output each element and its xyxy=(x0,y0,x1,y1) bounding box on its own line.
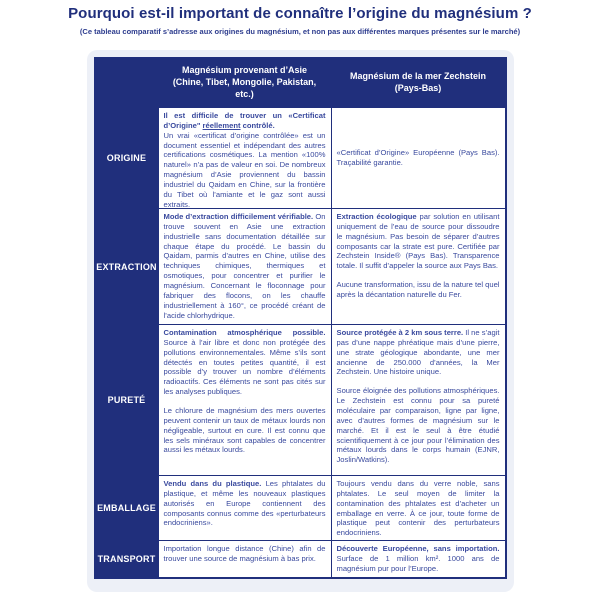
cell-paragraph xyxy=(164,406,326,455)
row-label-origine: ORIGINE xyxy=(96,108,158,208)
row-label-extraction: EXTRACTION xyxy=(96,209,158,324)
text-segment: Contamination atmosphérique possible. xyxy=(163,328,326,337)
text-segment: Source protégée à 2 km sous terre. xyxy=(336,328,464,337)
row-label-emballage: EMBALLAGE xyxy=(96,476,158,540)
cell-zechstein-origine xyxy=(332,108,505,208)
cell-zechstein-extraction xyxy=(332,209,505,324)
text-segment: Il ne s’agit pas d’une nappe phréatique mais d’une pierre, une strate géologique abondante, une mer ancienne de 250.000 d’années, la Mer Zechstein. Une histoire unique. xyxy=(336,328,500,377)
cell-paragraph xyxy=(337,544,500,574)
comparison-table xyxy=(94,57,507,579)
cell-paragraph xyxy=(337,148,500,168)
cell-paragraph xyxy=(164,544,326,564)
text-segment: réellement xyxy=(202,120,241,130)
text-segment: Les phtalates du plastique, et même les nouveaux plastiques autorisés en Europe contiennent des composants connus comme des «perturbateurs endocriniens». xyxy=(163,479,326,528)
column-header-asia: Magnésium provenant d’Asie (Chine, Tibet, Mongolie, Pakistan, etc.) xyxy=(159,59,331,107)
text-segment: contrôlé. xyxy=(240,120,275,130)
cell-asia-origine xyxy=(159,108,331,208)
cell-paragraph xyxy=(337,212,500,271)
comparison-card xyxy=(87,50,514,592)
cell-zechstein-purete xyxy=(332,325,505,475)
text-segment: Le chlorure de magnésium des mers ouvertes peuvent contenir un taux de métaux lourds non négligeable, surtout en cure. Il est connu que les sels minéraux sont capables de concentrer aussi les métaux lourds. xyxy=(163,406,326,455)
text-segment: Mode d’extraction difficilement vérifiable. xyxy=(163,212,314,221)
text-segment: Importation longue distance (Chine) afin de trouver une source de magnésium à bas prix. xyxy=(163,544,326,563)
text-segment: Surface de 1 million km². 1000 ans de magnésium pur pour l’Europe. xyxy=(336,553,500,573)
cell-paragraph xyxy=(337,280,500,300)
column-header-zechstein: Magnésium de la mer Zechstein (Pays-Bas) xyxy=(332,59,505,107)
text-segment: On trouve souvent en Asie une extraction industrielle sans documentation détaillée sur chaque étape du procédé. Le bassin du Qaidam, parmis d’autres en Chine, utilise des techniques chimiques, thermiques et osmotiques, pour concentrer et purifier le magnésium. Concernant le floconnage pour fabriquer des flocons, on les chauffe industriellement à 160°, ce procédé créant de l’acide chlorhydrique. xyxy=(163,212,326,320)
cell-asia-extraction xyxy=(159,209,331,324)
page-title: Pourquoi est-il important de connaître l’origine du magnésium ? xyxy=(68,5,532,22)
text-segment: Source à l’air libre et donc non protégée des pollutions environnementales. Même s’ils sont détectés en toutes petites quantité, il est possible d’y trouver un nombre d’éléments radioactifs. Ces éléments ne sont pas cités sur les analyses publiques. xyxy=(163,337,326,397)
cell-paragraph xyxy=(337,328,500,377)
text-segment: «Certificat d’Origine» Européenne (Pays Bas). Traçabilité garantie. xyxy=(336,148,500,167)
text-segment: Extraction écologique xyxy=(336,212,417,221)
cell-asia-transport xyxy=(159,541,331,577)
cell-paragraph xyxy=(337,386,500,465)
cell-paragraph xyxy=(164,328,326,397)
cell-paragraph xyxy=(164,111,326,131)
row-label-transport: TRANSPORT xyxy=(96,541,158,577)
cell-paragraph xyxy=(164,479,326,528)
cell-zechstein-emballage xyxy=(332,476,505,540)
text-segment: Vendu dans du plastique. xyxy=(163,479,262,488)
cell-paragraph xyxy=(164,131,326,208)
text-segment: Aucune transformation, issu de la nature tel quel après la décantation naturelle du Fer. xyxy=(336,280,500,300)
text-segment: Il est difficile de trouver un «Certificat d’Origine" xyxy=(163,111,326,130)
cell-paragraph xyxy=(164,212,326,320)
cell-zechstein-transport xyxy=(332,541,505,577)
row-label-purete: PURETÉ xyxy=(96,325,158,475)
cell-paragraph xyxy=(337,479,500,538)
text-segment: Toujours vendu dans du verre noble, sans phtalates. Le seul moyen de limiter la contamination des phtalates est d’acheter un emballage en verre. À ce jour, toute forme de plastique peut contenir des perturbateurs endocriniens. xyxy=(336,479,500,538)
cell-asia-purete xyxy=(159,325,331,475)
text-segment: Découverte Européenne, sans importation. xyxy=(336,544,500,553)
text-segment: Source éloignée des pollutions atmosphériques. Le Zechstein est connu pour sa pureté moléculaire par comparaison, ligne par ligne, avec d’autres formes de magnésium sur le marché. Et il est le seul à être étudié scientifiquement à ce jour pour l’élimination des métaux lourds dans le corps humain (EJNR, Joslin/Watkins). xyxy=(336,386,500,465)
table-corner-cell xyxy=(96,59,158,107)
page-subtitle: (Ce tableau comparatif s’adresse aux origines du magnésium, et non pas aux différentes marques présentes sur le marché) xyxy=(79,27,521,36)
text-segment: Un vrai «certificat d’origine contrôlée» est un document essentiel et indépendant des autres certifications cosmétiques. La mention «100% naturel» n’a pas de valeur en soi. De nombreux magnésium d’Asie proviennent du bassin industriel du Qaidam en Chine, sur la frontière du Tibet où l’amiante et le gaz sont aussi extraits. xyxy=(163,130,326,208)
cell-asia-emballage xyxy=(159,476,331,540)
text-segment: par solution en utilisant uniquement de l’eau de source pour dissoudre le magnésium. Pas besoin de séparer d’autres composants car la strate est pure. Certifiée par Zechstein Inside® (Pays Bas). Transparence totale. Il suffit d’appeler la source aux Pays Bas. xyxy=(336,212,500,271)
